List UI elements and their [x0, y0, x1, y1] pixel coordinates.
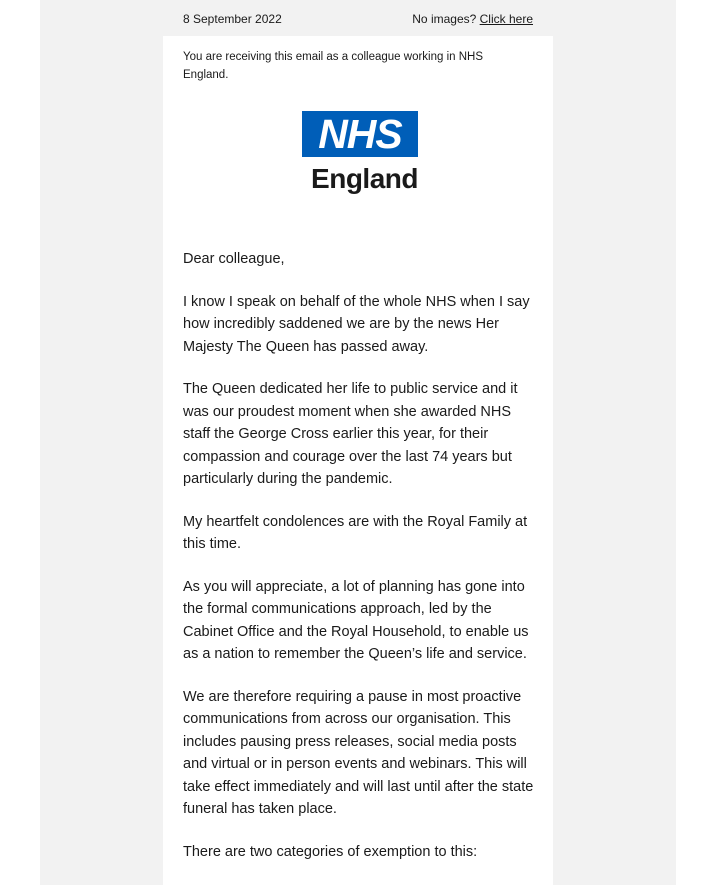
- nhs-logo-box: NHS: [302, 111, 418, 157]
- letter-paragraph: We are therefore requiring a pause in most proactive communications from across our organisation. This includes pausing press releases, social media posts and virtual or in person events and webinars. This will take effect immediately and will last until after the state funeral has taken place.: [183, 688, 534, 817]
- letter-greeting: Dear colleague,: [183, 251, 285, 267]
- letter-paragraph: My heartfelt condolences are with the Royal Family at this time.: [183, 513, 528, 552]
- nhs-logo-region: England: [311, 163, 418, 194]
- click-here-link[interactable]: Click here: [479, 12, 533, 26]
- letter-paragraph: There are two categories of exemption to this:: [183, 843, 478, 860]
- email-date: 8 September 2022: [183, 12, 282, 26]
- no-images-notice: [412, 12, 533, 26]
- recipient-notice: You are receiving this email as a colleague working in NHS England.: [183, 51, 484, 81]
- letter-paragraph: As you will appreciate, a lot of planning has gone into the formal communications approach, led by the Cabinet Office and the Royal Household, to enable us as a nation to remember the Queen’s life and service.: [183, 578, 529, 662]
- letter-paragraph: I know I speak on behalf of the whole NHS when I say how incredibly saddened we are by the news Her Majesty The Queen has passed away.: [183, 293, 530, 355]
- nhs-england-logo: [297, 111, 421, 201]
- letter-paragraph: The Queen dedicated her life to public service and it was our proudest moment when she awarded NHS staff the George Cross earlier this year, for their compassion and courage over the last 74 years but particularly during the pandemic.: [183, 381, 518, 487]
- no-images-text: No images?: [412, 12, 477, 26]
- email-preheader: [183, 12, 533, 30]
- letter-body: [183, 248, 538, 883]
